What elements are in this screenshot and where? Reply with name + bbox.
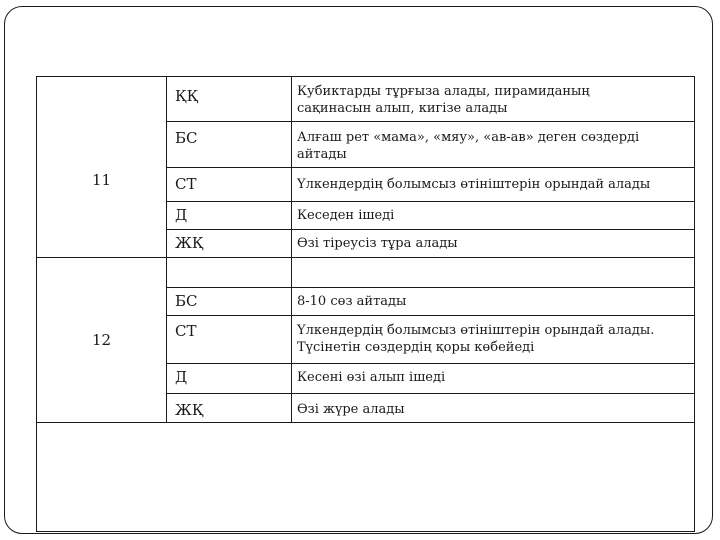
skill-code: ҚҚ: [175, 87, 199, 105]
skill-code: ЖҚ: [175, 234, 204, 252]
row-divider: [166, 287, 694, 288]
skill-description: Кубиктарды тұрғыза алады, пирамиданың сақинасын алып, кигізе алады: [297, 84, 590, 116]
skill-description: Үлкендердің болымсыз өтініштерін орындай алады: [297, 177, 651, 192]
skill-description: Алғаш рет «мама», «мяу», «ав-ав» деген сөздерді айтады: [297, 130, 640, 162]
skill-description: Өзі жүре алады: [297, 402, 405, 417]
age-label: 12: [91, 331, 112, 349]
skill-code: ЖҚ: [175, 401, 204, 419]
row-divider: [166, 315, 694, 316]
row-divider: [166, 393, 694, 394]
skill-description: Кесені өзі алып ішеді: [297, 370, 446, 385]
skill-description: 8-10 сөз айтады: [297, 294, 407, 309]
row-divider: [166, 201, 694, 202]
skill-code: БС: [175, 292, 198, 310]
column-divider-age: [166, 77, 167, 422]
skill-description: Кеседен ішеді: [297, 208, 395, 223]
row-divider: [166, 121, 694, 122]
group-divider: [37, 257, 694, 258]
age-label: 11: [91, 171, 112, 189]
slide-frame: [4, 6, 713, 534]
development-table: [36, 76, 695, 532]
skill-code: Д: [175, 206, 188, 224]
skill-description: Өзі тіреусіз тұра алады: [297, 236, 458, 251]
column-divider-code: [291, 77, 292, 422]
row-divider: [166, 167, 694, 168]
skill-description: Үлкендердің болымсыз өтініштерін орындай алады. Түсінетін сөздердің қоры көбейеді: [297, 323, 655, 355]
skill-code: СТ: [175, 322, 197, 340]
skill-code: Д: [175, 368, 188, 386]
row-divider: [166, 229, 694, 230]
row-divider: [166, 363, 694, 364]
skill-code: БС: [175, 129, 198, 147]
skill-code: СТ: [175, 175, 197, 193]
table-bottom-line: [37, 422, 694, 423]
